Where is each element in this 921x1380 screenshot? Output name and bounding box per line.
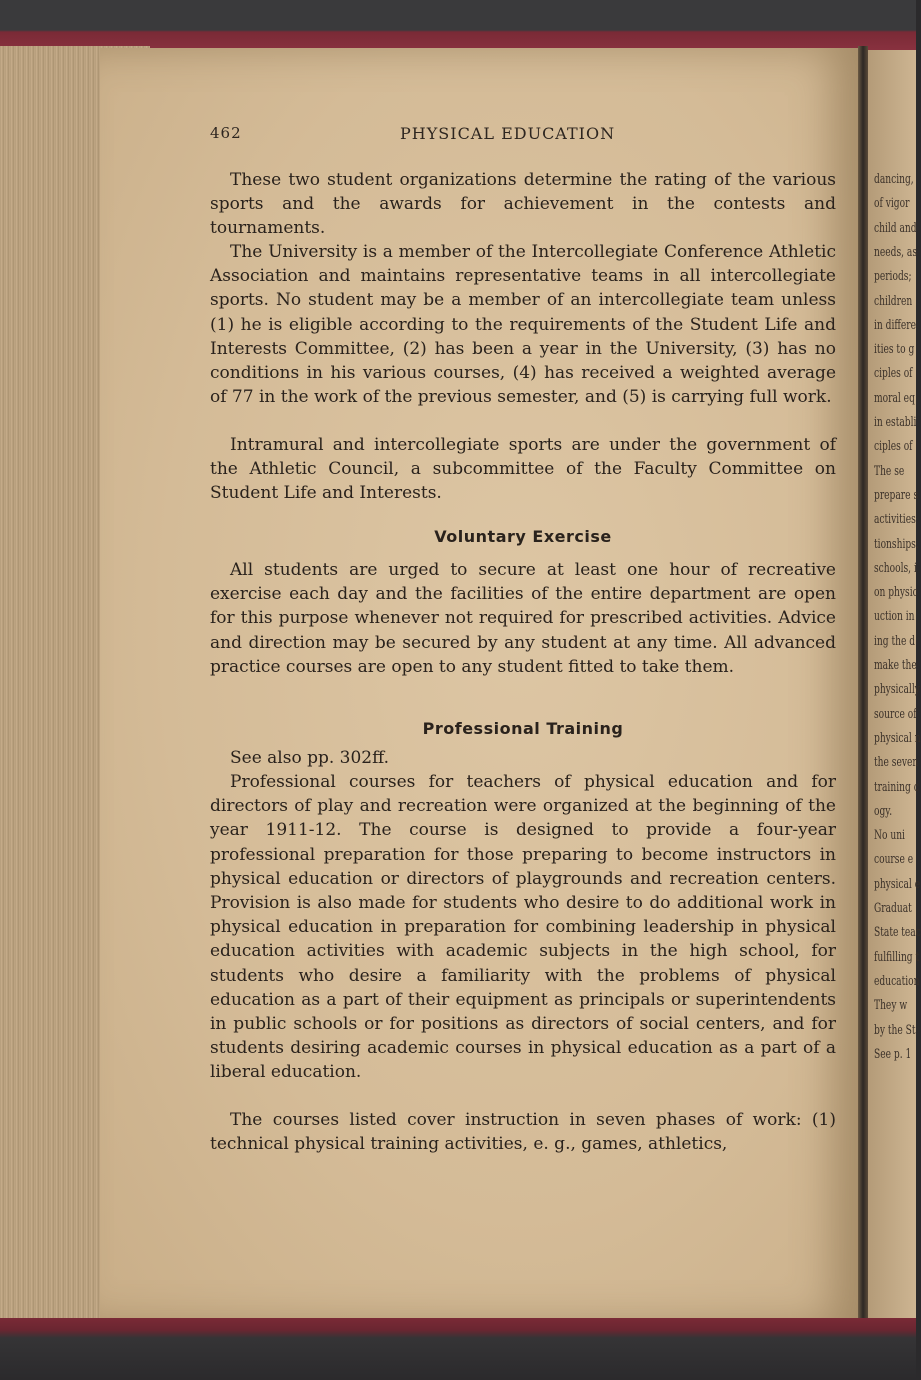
facing-page-fragment: physical n (874, 730, 921, 746)
facing-page-fragment: on physic (874, 585, 918, 601)
facing-page-fragment: child and (874, 220, 917, 236)
facing-page-fragment: by the St (874, 1022, 916, 1038)
facing-page-fragment: physically (874, 682, 920, 698)
page-number: 462 (210, 124, 242, 142)
facing-page-fragment: physical e (874, 876, 921, 892)
running-head: PHYSICAL EDUCATION (400, 124, 616, 143)
heading-professional-training: Professional Training (422, 719, 624, 738)
facing-page-fragment: make the (874, 658, 917, 673)
facing-page-fragment: ogy. (874, 803, 893, 819)
paragraph-intercollegiate: The University is a member of the Intercollegiate Conference Athletic Association and maintains representative teams in all intercollegiate sports. No student may be a member of an intercollegiate team unless (1) he is eligible according to the requirements of the Student Life and Interests Committee, (2) has been a year in the University, (3) has no conditions in his various courses, (4) has received a weighted average of 77 in the work of the previous semester, and (5) is carrying full work. (210, 242, 836, 408)
paragraph-seven-phases: The courses listed cover instruction in seven phases of work: (1) technical physical training activities, e. g., games, athletics, (210, 1110, 836, 1155)
facing-page-fragment: ciples of (874, 366, 913, 382)
see-also-reference: See also pp. 302ff. (230, 748, 390, 768)
facing-page-fragment: See p. 1 (874, 1046, 912, 1062)
facing-page-fragment: needs, as (874, 244, 918, 260)
facing-page-fragment: uction in (874, 609, 915, 625)
facing-page-fragment: the seven (874, 755, 919, 771)
paragraph-professional-training: Professional courses for teachers of physical education and for directors of play and recreation were organized at the beginning of the year 1911-12. The course is designed to provide a four-year professional preparation for those preparing to become instructors in physical education or directors of playgrounds and recreation centers. Provision is also made for students who desire to do additional work in physical education in preparation for combining leadership in physical education activities with academic subjects in the high school, for students who desire a familiarity with the problems of physical education as a part of their equipment as principals or superintendents in public schools or for positions as directors of social centers, and for students desiring academic courses in physical education as a part of a liberal education. (210, 772, 836, 1083)
facing-page-fragment: source of (874, 706, 917, 722)
facing-page-fragment: children (874, 293, 913, 309)
facing-page-fragment: No uni (874, 828, 905, 844)
facing-page-fragment: schools, i (874, 560, 917, 576)
facing-page-fragment: of vigor (874, 196, 910, 212)
facing-page-fragment: moral eq (874, 390, 915, 406)
heading-voluntary-exercise: Voluntary Exercise (434, 527, 612, 546)
facing-page-fragment: fulfilling t (874, 949, 920, 965)
facing-page-fragment: prepare s (874, 487, 919, 503)
paragraph-voluntary-exercise: All students are urged to secure at least one hour of recreative exercise each day and the facilities of the entire department are open for this purpose whenever not required for prescribed activities. Advice and direction may be secured by any student at any time. All advanced practice courses are open to any student fitted to take them. (210, 560, 836, 677)
facing-page-fragment: activities (874, 512, 916, 528)
facing-page-fragment: in differe (874, 317, 916, 333)
facing-page-fragment: education (874, 973, 920, 989)
facing-page-fragment: ities to g (874, 342, 915, 358)
facing-page-fragment: ing the d (874, 633, 916, 649)
facing-page-edge (868, 50, 921, 1320)
facing-page-fragment: in establi (874, 415, 917, 430)
book-gutter (858, 46, 868, 1324)
facing-page-fragment: State teac (874, 925, 921, 941)
facing-page-fragment: training c (874, 779, 919, 795)
facing-page-fragment: Graduat (874, 901, 912, 916)
paragraph-organizations: These two student organizations determine the rating of the various sports and the awards for achievement in the contests and tournaments. (210, 170, 836, 239)
facing-page-fragment: tionships. (874, 536, 919, 552)
facing-page-fragment: The se (874, 463, 905, 479)
facing-page-fragment: ciples of (874, 439, 913, 455)
facing-page-fragment: course e (874, 852, 914, 868)
facing-page-fragment: periods; (874, 269, 912, 285)
facing-page-fragment: They w (874, 998, 908, 1014)
scan-background-top (0, 0, 916, 52)
page-header (210, 124, 836, 148)
facing-page-fragment: dancing, (874, 172, 914, 187)
paragraph-intramural: Intramural and intercollegiate sports are under the government of the Athletic Council, a subcommittee of the Faculty Committee on Student Life and Interests. (210, 435, 836, 504)
scan-background-bottom (0, 1318, 916, 1380)
